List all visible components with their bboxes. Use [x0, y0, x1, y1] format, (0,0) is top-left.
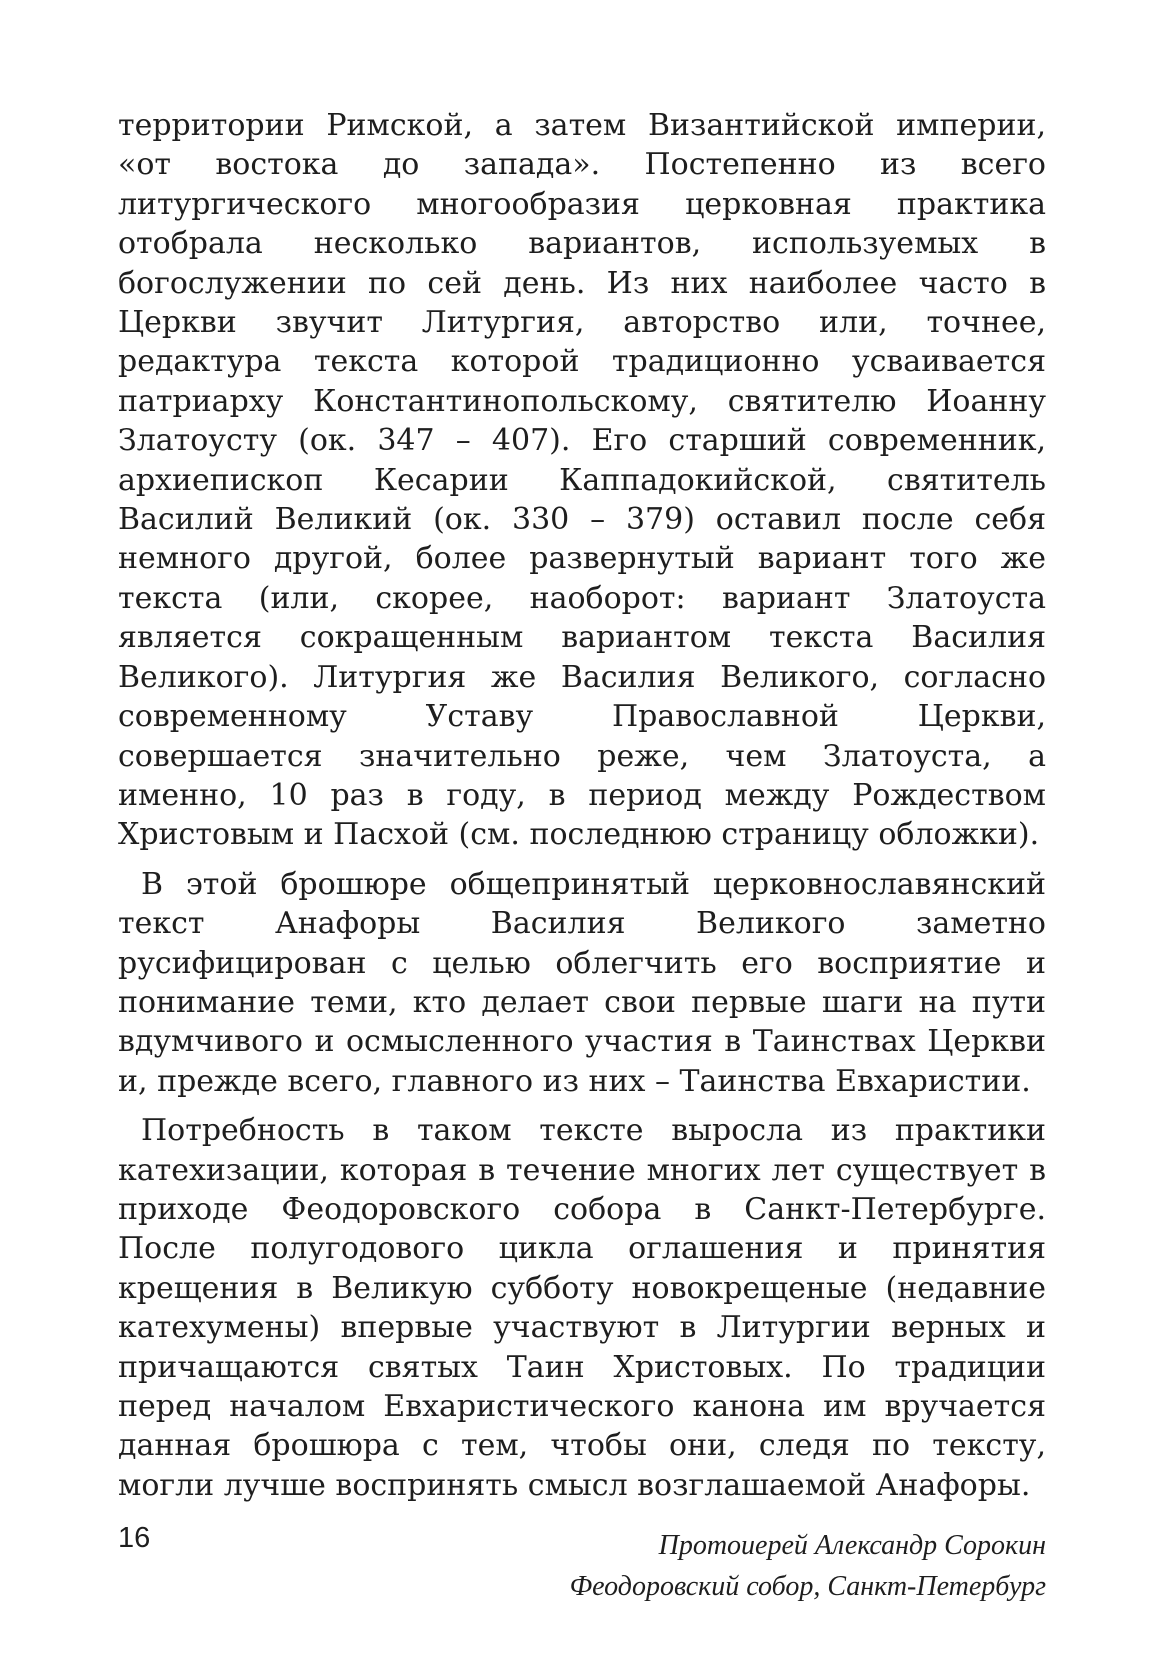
paragraph-liturgy-history: территории Римской, а затем Византийской империи, «от востока до запада». Постепенно из всего литургического многообразия церковная практика отобрала несколько вариантов, используемых в богослужении по сей день. Из них наиболее часто в Церкви звучит Литургия, авторство или, точнее, редактура текста которой традиционно усваивается патриарху Константинопольскому, святителю Иоанну Златоусту (ок. 347 – 407). Его старший современник, архиепископ Кесарии Каппадокийской, святитель Василий Великий (ок. 330 – 379) оставил после себя немного другой, более развернутый вариант того же текста (или, скорее, наоборот: вариант Златоуста является сокращенным вариантом текста Василия Великого). Литургия же Василия Великого, согласно современному Уставу Православной Церкви, совершается значительно реже, чем Златоуста, а именно, 10 раз в году, в период между Рождеством Христовым и Пасхой (см. последнюю страницу обложки).	[118, 108, 1046, 853]
signature-place: Феодоровский собор, Санкт-Петербург	[569, 1571, 1046, 1603]
paragraph-brochure-purpose: В этой брошюре общепринятый церковнославянский текст Анафоры Василия Великого заметно русифицирован с целью облегчить его восприятие и понимание теми, кто делает свои первые шаги на пути вдумчивого и осмысленного участия в Таинствах Церкви и, прежде всего, главного из них – Таинства Евхаристии.	[118, 866, 1046, 1099]
signature-block	[118, 1525, 1046, 1607]
page-content	[118, 106, 1046, 1607]
page-number: 16	[118, 1522, 151, 1554]
paragraph-catechesis: Потребность в таком тексте выросла из практики катехизации, которая в течение многих лет существует в приходе Феодоровского собора в Санкт-Петербурге. После полугодового цикла оглашения и принятия крещения в Великую субботу новокрещеные (недавние катехумены) впервые участвуют в Литургии верных и причащаются святых Таин Христовых. По традиции перед началом Евхаристического канона им вручается данная брошюра с тем, чтобы они, следя по тексту, могли лучше воспринять смысл возглашаемой Анафоры.	[118, 1113, 1046, 1503]
signature-author: Протоиерей Александр Сорокин	[658, 1530, 1046, 1562]
